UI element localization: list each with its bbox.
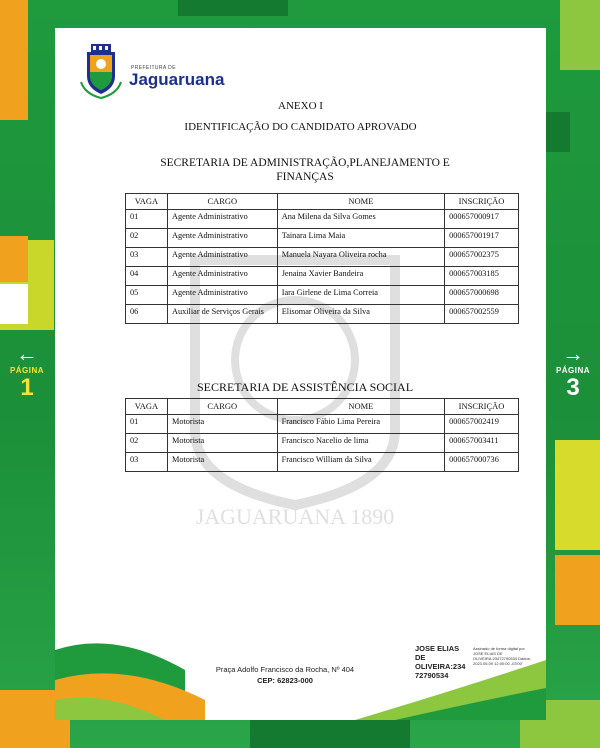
- decor-block: [555, 555, 600, 625]
- digital-signature: [415, 644, 540, 678]
- vaga-cell: 03: [126, 453, 168, 472]
- cargo-cell: Agente Administrativo: [167, 229, 277, 248]
- table-row: [126, 415, 519, 434]
- column-header: CARGO: [167, 194, 277, 210]
- column-header: CARGO: [167, 399, 277, 415]
- prefeitura-logo: [79, 42, 239, 102]
- column-header: INSCRIÇÃO: [445, 399, 519, 415]
- nome-cell: Manuela Nayara Oliveira rocha: [277, 248, 444, 267]
- nome-cell: Francisco Nacelio de lima: [277, 434, 444, 453]
- document-subtitle: IDENTIFICAÇÃO DO CANDIDATO APROVADO: [184, 121, 417, 133]
- candidates-table-administracao: [125, 193, 519, 324]
- cargo-cell: Agente Administrativo: [167, 267, 277, 286]
- table-row: [126, 305, 519, 324]
- nome-cell: Iara Girlene de Lima Correia: [277, 286, 444, 305]
- table-row: [126, 267, 519, 286]
- section-title-line: FINANÇAS: [276, 171, 334, 183]
- decor-block: [560, 0, 600, 70]
- column-header: VAGA: [126, 194, 168, 210]
- nome-cell: Ana Milena da Silva Gomes: [277, 210, 444, 229]
- vaga-cell: 06: [126, 305, 168, 324]
- table-header-row: [126, 399, 519, 415]
- signature-name: JOSE ELIAS DE OLIVEIRA:234 72790534: [415, 644, 466, 680]
- column-header: INSCRIÇÃO: [445, 194, 519, 210]
- logo-subtitle: PREFEITURA DE: [131, 65, 176, 71]
- next-page-button[interactable]: [550, 341, 596, 401]
- vaga-cell: 01: [126, 415, 168, 434]
- decor-block: [546, 112, 570, 152]
- document-page: [55, 28, 546, 720]
- prev-page-label: PÁGINA: [9, 366, 45, 375]
- table-row: [126, 210, 519, 229]
- cargo-cell: Agente Administrativo: [167, 286, 277, 305]
- inscricao-cell: 000657002419: [445, 415, 519, 434]
- vaga-cell: 05: [126, 286, 168, 305]
- watermark-text: JAGUARUANA 1890: [195, 504, 395, 529]
- table-header-row: [126, 194, 519, 210]
- cargo-cell: Auxiliar de Serviços Gerais: [167, 305, 277, 324]
- nome-cell: Francisco Fábio Lima Pereira: [277, 415, 444, 434]
- signature-note: Assinado de forma digital por JOSE ELIAS DE OLIVEIRA:23472790534 Dados: 2023.05.09 12:00:00 -03'00': [473, 646, 531, 666]
- footer-address: [215, 664, 355, 686]
- coat-of-arms-icon: [79, 42, 123, 100]
- vaga-cell: 03: [126, 248, 168, 267]
- logo-name: Jaguaruana: [129, 70, 225, 89]
- prev-page-number: 1: [20, 374, 34, 401]
- table-row: [126, 229, 519, 248]
- postal-code: CEP: 62823-000: [257, 676, 313, 685]
- inscricao-cell: 000657001917: [445, 229, 519, 248]
- inscricao-cell: 000657003411: [445, 434, 519, 453]
- next-page-number: 3: [566, 374, 580, 401]
- cargo-cell: Motorista: [167, 415, 277, 434]
- table-row: [126, 286, 519, 305]
- decor-block: [0, 284, 28, 324]
- inscricao-cell: 000657000917: [445, 210, 519, 229]
- vaga-cell: 01: [126, 210, 168, 229]
- cargo-cell: Motorista: [167, 434, 277, 453]
- inscricao-cell: 000657003185: [445, 267, 519, 286]
- decor-block: [0, 236, 28, 282]
- cargo-cell: Agente Administrativo: [167, 248, 277, 267]
- decor-block: [178, 0, 288, 16]
- vaga-cell: 02: [126, 229, 168, 248]
- inscricao-cell: 000657002375: [445, 248, 519, 267]
- column-header: NOME: [277, 194, 444, 210]
- candidates-table-assistencia-social: [125, 398, 519, 472]
- column-header: NOME: [277, 399, 444, 415]
- arrow-left-icon: ←: [16, 341, 38, 366]
- table-row: [126, 248, 519, 267]
- decor-block: [555, 440, 600, 550]
- vaga-cell: 04: [126, 267, 168, 286]
- arrow-right-icon: →: [562, 341, 584, 366]
- inscricao-cell: 000657002559: [445, 305, 519, 324]
- prev-page-button[interactable]: [4, 341, 50, 401]
- inscricao-cell: 000657000736: [445, 453, 519, 472]
- section-title-line: SECRETARIA DE ADMINISTRAÇÃO,PLANEJAMENTO E: [160, 157, 450, 169]
- cargo-cell: Motorista: [167, 453, 277, 472]
- annex-title: ANEXO I: [278, 100, 323, 112]
- nome-cell: Elisomar Oliveira da Silva: [277, 305, 444, 324]
- decor-block: [0, 0, 28, 120]
- section-title-assistencia-social: SECRETARIA DE ASSISTÊNCIA SOCIAL: [196, 380, 414, 394]
- table-row: [126, 453, 519, 472]
- nome-cell: Tainara Lima Maia: [277, 229, 444, 248]
- column-header: VAGA: [126, 399, 168, 415]
- cargo-cell: Agente Administrativo: [167, 210, 277, 229]
- address-line: Praça Adolfo Francisco da Rocha, Nº 404: [215, 665, 355, 674]
- vaga-cell: 02: [126, 434, 168, 453]
- next-page-label: PÁGINA: [555, 366, 591, 375]
- table-row: [126, 434, 519, 453]
- nome-cell: Jenaina Xavier Bandeira: [277, 267, 444, 286]
- inscricao-cell: 000657000698: [445, 286, 519, 305]
- nome-cell: Francisco William da Silva: [277, 453, 444, 472]
- section-title-administracao: [125, 156, 485, 184]
